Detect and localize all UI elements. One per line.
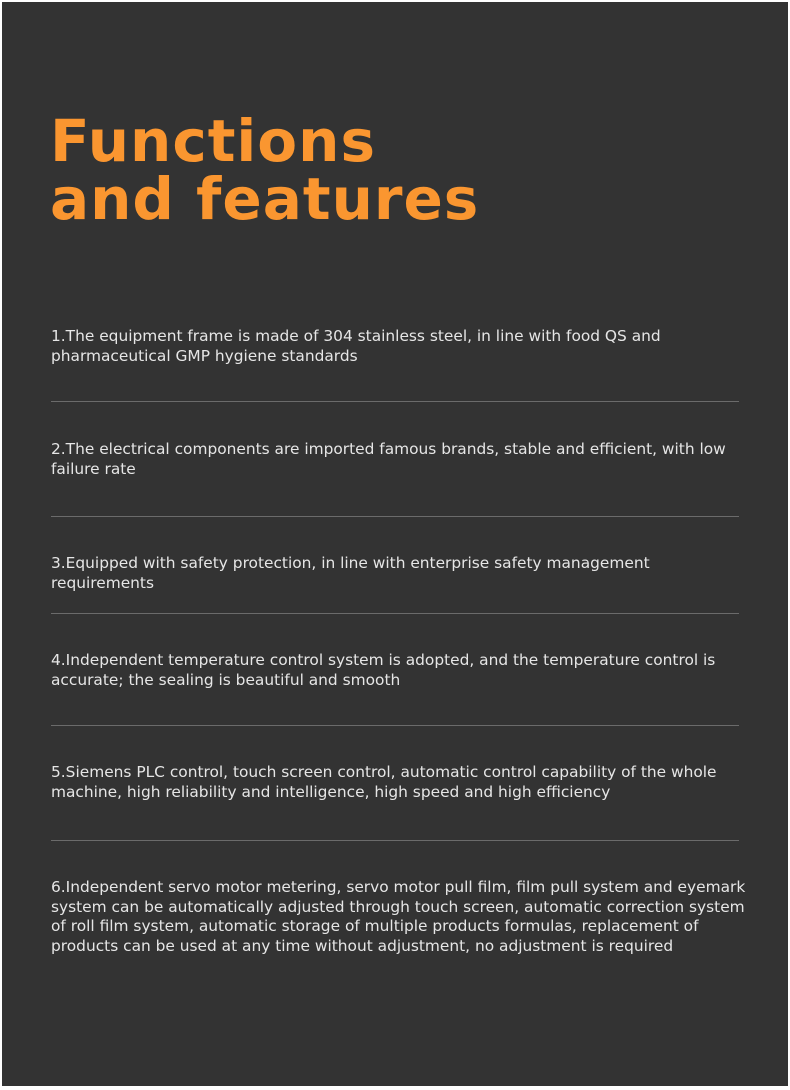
- feature-item-1: 1.The equipment frame is made of 304 stainless steel, in line with food QS and pharmaceutical GMP hygiene standards: [51, 327, 661, 365]
- divider: [51, 840, 739, 841]
- divider: [51, 401, 739, 402]
- divider: [51, 725, 739, 726]
- feature-item-4: 4.Independent temperature control system is adopted, and the temperature control is accurate; the sealing is beautiful and smooth: [51, 651, 716, 689]
- title-line-2: and features: [50, 165, 480, 233]
- feature-item-2: 2.The electrical components are imported famous brands, stable and efficient, with low failure rate: [51, 440, 726, 478]
- feature-item-6: 6.Independent servo motor metering, servo motor pull film, film pull system and eyemark system can be automatically adjusted through touch screen, automatic correction system of roll film system, automatic storage of multiple products formulas, replacement of products can be used at any time without adjustment, no adjustment is required: [51, 878, 746, 955]
- title-line-1: Functions: [50, 107, 376, 175]
- divider: [51, 613, 739, 614]
- divider: [51, 516, 739, 517]
- feature-item-5: 5.Siemens PLC control, touch screen control, automatic control capability of the whole machine, high reliability and intelligence, high speed and high efficiency: [51, 763, 717, 801]
- feature-item-3: 3.Equipped with safety protection, in line with enterprise safety management requirements: [51, 554, 650, 592]
- page-title: [50, 107, 480, 233]
- features-panel: [2, 2, 788, 1086]
